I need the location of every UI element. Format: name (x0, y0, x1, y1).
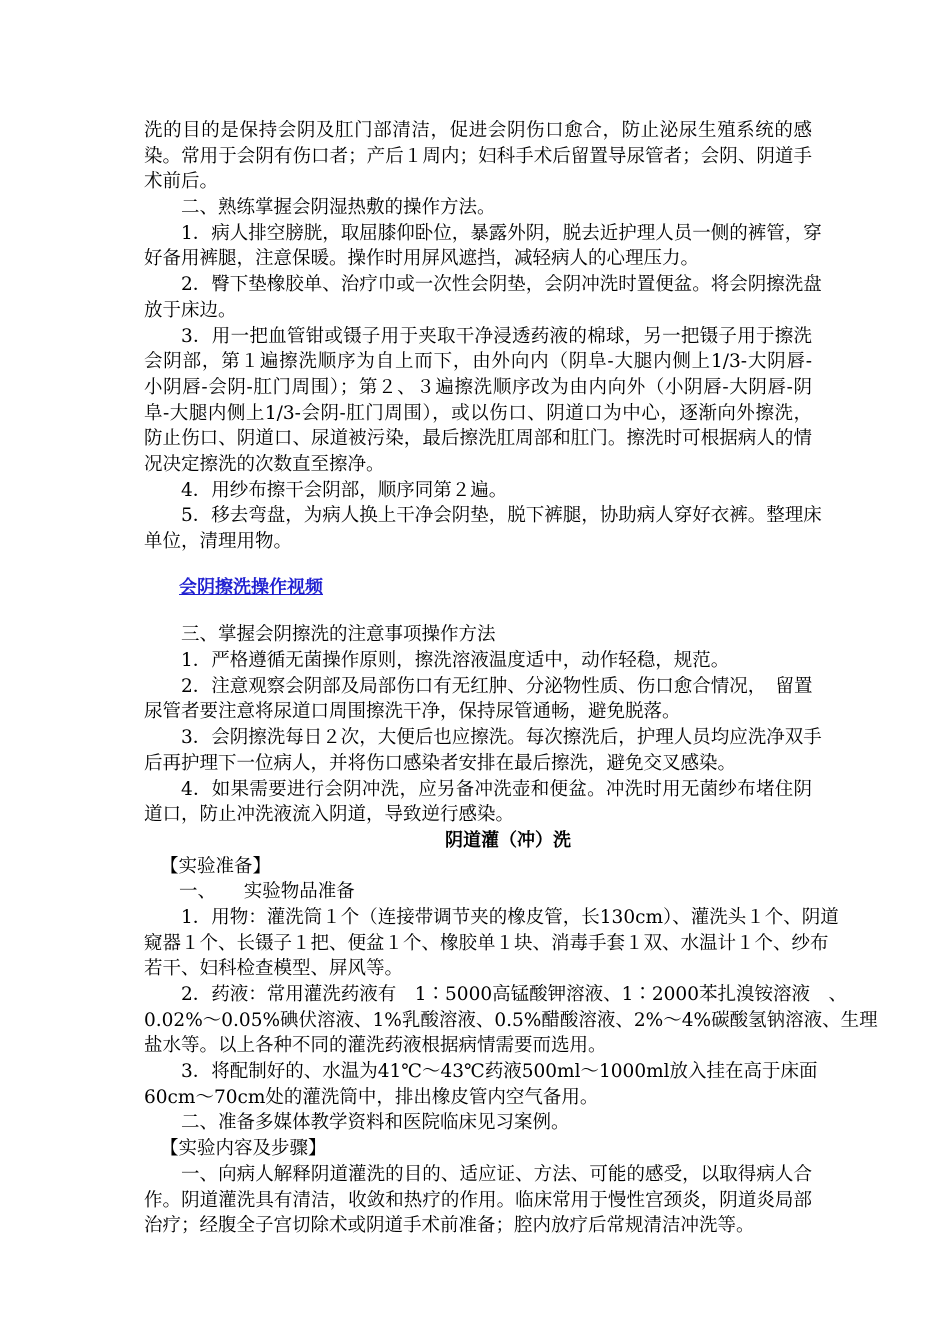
video-link-line (144, 575, 812, 601)
section-3-step-1 (144, 648, 812, 674)
text-line: 1．用物：灌洗筒１个（连接带调节夹的橡皮管，长130cm）、灌洗头１个、阴道 (181, 906, 839, 928)
prep-item-2-title: 二、准备多媒体教学资料和医院临床见习案例。 (181, 1112, 570, 1134)
text-line: 单位，清理用物。 (144, 531, 293, 552)
section-3-step-4 (144, 777, 812, 828)
spacer (144, 555, 812, 575)
text-line: 治疗；经腹全子宫切除术或阴道手术前准备；腔内放疗后常规清洁冲洗等。 (144, 1215, 755, 1237)
text-line: 况决定擦洗的次数直至擦净。 (144, 453, 385, 475)
text-line: 会阴部，第１遍擦洗顺序为自上而下，由外向内（阴阜-大腿内侧上1/3-大阴唇- (144, 351, 812, 373)
text-line: 0.02%～0.05%碘伏溶液、1%乳酸溶液、0.5%醋酸溶液、2%～4%碳酸氢钠溶液、生理 (144, 1009, 878, 1031)
text-line: 3．用一把血管钳或镊子用于夹取干净浸透药液的棉球，另一把镊子用于擦洗 (181, 325, 812, 347)
text-line: 3．将配制好的、水温为41℃～43℃药液500ml～1000ml放入挂在高于床面 (181, 1061, 818, 1083)
text-line: 2．臀下垫橡胶单、治疗巾或一次性会阴垫，会阴冲洗时置便盆。将会阴擦洗盘 (181, 274, 822, 296)
text-line: 洗的目的是保持会阴及肛门部清洁，促进会阴伤口愈合，防止泌尿生殖系统的感 (144, 120, 812, 141)
prep-item-2 (144, 982, 878, 1059)
text-line: 后再护理下一位病人，并将伤口感染者安排在最后擦洗，避免交叉感染。 (144, 752, 737, 774)
prep-item-3 (144, 1059, 818, 1110)
text-line: 一、向病人解释阴道灌洗的目的、适应证、方法、可能的感受，以取得病人合 (181, 1163, 812, 1185)
section-2-title: 二、熟练掌握会阴湿热敷的操作方法。 (181, 197, 496, 219)
text-line: 5．移去弯盘，为病人换上干净会阴垫，脱下裤腿，协助病人穿好衣裤。整理床 (181, 505, 822, 527)
text-line: 防止伤口、阴道口、尿道被污染，最后擦洗肛周部和肛门。擦洗时可根据病人的情 (144, 428, 812, 450)
text-line: 60cm～70cm处的灌洗筒中，排出橡皮管内空气备用。 (144, 1086, 599, 1108)
text-line: 若干、妇科检查模型、屏风等。 (144, 958, 404, 980)
prep-label: 【实验准备】 (160, 855, 272, 877)
video-link[interactable]: 会阴擦洗操作视频 (179, 576, 323, 598)
prep-item-1-title: 一、 实验物品准备 (179, 881, 355, 903)
section-3-step-3 (144, 725, 822, 776)
text-line: 放于床边。 (144, 299, 237, 321)
document-page (144, 118, 878, 1239)
text-line: 道口，防止冲洗液流入阴道，导致逆行感染。 (144, 804, 515, 826)
section-2-step-1 (144, 221, 822, 272)
prep-item-1 (144, 905, 839, 982)
text-line: 3．会阴擦洗每日２次，大便后也应擦洗。每次擦洗后，护理人员均应洗净双手 (181, 727, 822, 749)
section-2-step-5 (144, 503, 822, 554)
section-2-step-4 (144, 478, 812, 504)
section-3-step-2 (144, 674, 812, 725)
spacer (144, 600, 812, 622)
text-line: 2．药液：常用灌洗药液有 1∶5000高锰酸钾溶液、1∶2000苯扎溴铵溶液 、 (181, 984, 847, 1005)
text-line: 好备用裤腿，注意保暖。操作时用屏风遮挡，减轻病人的心理压力。 (144, 248, 700, 270)
content-paragraph (144, 1162, 812, 1239)
section-2-step-2 (144, 272, 822, 323)
text-line: 尿管者要注意将尿道口周围擦洗干净，保持尿管通畅，避免脱落。 (144, 701, 681, 723)
text-line: 1．严格遵循无菌操作原则，擦洗溶液温度适中，动作轻稳，规范。 (181, 650, 730, 672)
text-line: 阜-大腿内侧上1/3-会阴-肛门周围），或以伤口、阴道口为中心，逐渐向外擦洗， (144, 402, 812, 424)
text-line: 盐水等。以上各种不同的灌洗药液根据病情需要而选用。 (144, 1035, 607, 1057)
text-line: 4．如果需要进行会阴冲洗，应另备冲洗壶和便盆。冲洗时用无菌纱布堵住阴 (181, 778, 812, 800)
text-line: 染。常用于会阴有伤口者；产后１周内；妇科手术后留置导尿管者；会阴、阴道手 (144, 145, 812, 167)
section-heading: 阴道灌（冲）洗 (445, 829, 571, 851)
section-2-step-3 (144, 324, 812, 478)
text-line: 2．注意观察会阴部及局部伤口有无红肿、分泌物性质、伤口愈合情况， 留置 (181, 675, 813, 697)
text-line: 作。阴道灌洗具有清洁，收敛和热疗的作用。临床常用于慢性宫颈炎，阴道炎局部 (144, 1189, 812, 1211)
intro-paragraph (144, 118, 812, 195)
text-line: 1．病人排空膀胱，取屈膝仰卧位，暴露外阴，脱去近护理人员一侧的裤管，穿 (181, 222, 822, 244)
text-line: 4．用纱布擦干会阴部，顺序同第２遍。 (181, 479, 508, 501)
content-label: 【实验内容及步骤】 (160, 1138, 327, 1160)
text-line: 术前后。 (144, 171, 219, 193)
text-line: 小阴唇-会阴-肛门周围）；第２、３遍擦洗顺序改为由内向外（小阴唇-大阴唇-阴 (144, 376, 812, 398)
text-line: 窥器１个、长镊子１把、便盆１个、橡胶单１块、消毒手套１双、水温计１个、纱布 (144, 932, 829, 954)
section-3-title: 三、掌握会阴擦洗的注意事项操作方法 (181, 624, 496, 646)
